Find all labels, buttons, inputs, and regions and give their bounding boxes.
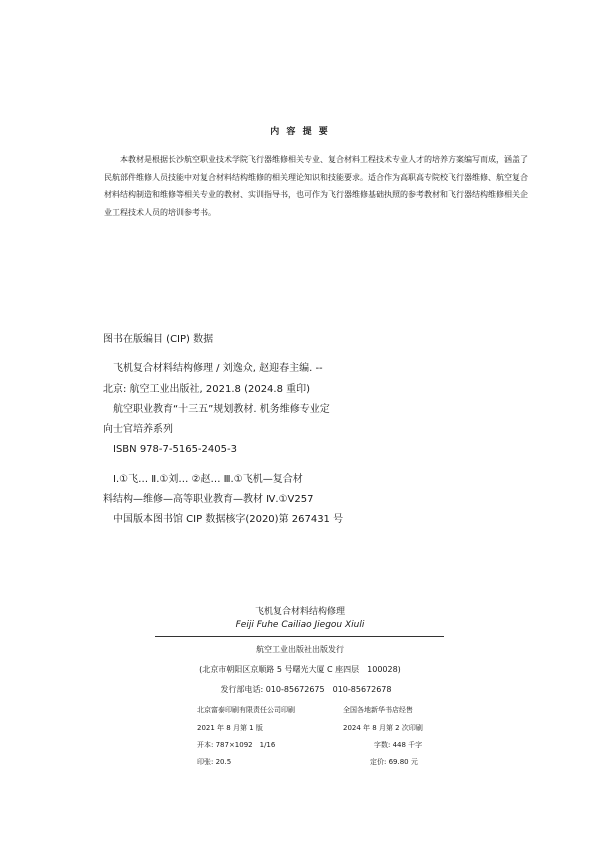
publisher-phone: 发行部电话: 010-85672675 010-85672678 — [220, 685, 392, 694]
cip-line-classification: Ⅰ.①飞… Ⅱ.①刘… ②赵… Ⅲ.①飞机—复合材 — [113, 473, 303, 485]
cip-line-publisher: 北京: 航空工业出版社, 2021.8 (2024.8 重印) — [103, 383, 311, 395]
publisher-line: 航空工业出版社出版发行 — [256, 645, 344, 654]
word-count: 字数: 448 千字 — [374, 741, 423, 749]
reprint: 2024 年 8 月第 2 次印刷 — [343, 724, 423, 732]
distributor: 全国各地新华书店经售 — [343, 706, 413, 714]
cip-line-series: 航空职业教育“十三五”规划教材. 机务维修专业定 — [113, 403, 330, 415]
first-edition: 2021 年 8 月第 1 版 — [197, 724, 263, 732]
colophon-title: 飞机复合材料结构修理 — [254, 607, 345, 617]
price: 定价: 69.80 元 — [370, 758, 418, 766]
cip-line-classification-cont: 料结构—维修—高等职业教育—教材 Ⅳ.①V257 — [103, 494, 314, 506]
cip-line-isbn: ISBN 978-7-5165-2405-3 — [113, 444, 237, 456]
cip-line-title: 飞机复合材料结构修理 / 刘逸众, 赵迎春主编. -- — [113, 363, 323, 375]
colophon-pinyin: Feiji Fuhe Cailiao Jiegou Xiuli — [235, 620, 365, 630]
colophon-divider — [155, 636, 444, 637]
publisher-address: (北京市朝阳区京顺路 5 号曙光大厦 C 座四层 100028) — [199, 665, 401, 674]
cip-line-library: 中国版本图书馆 CIP 数据核字(2020)第 267431 号 — [113, 514, 344, 526]
summary-text: 本教材是根据长沙航空职业技术学院飞行器维修相关专业、复合材料工程技术专业人才的培养方案编写而成，涵盖了民航部件维修人员技能中对复合材料结构维修的相关理论知识和技能要求。适合作为高职高专院校飞行器维修、航空复合材料结构制造和维修等相关专业的教材、实训指导书，也可作为飞行器维修基础执照的参考教材和飞行器结构维修相关企业工程技术人员的培训参考书。 — [104, 155, 528, 217]
cip-heading: 图书在版编目 (CIP) 数据 — [103, 334, 214, 345]
cip-line-series-cont: 向士官培养系列 — [103, 424, 173, 436]
printer: 北京富泰印刷有限责任公司印刷 — [197, 706, 295, 714]
cip-block — [103, 330, 403, 531]
book-format: 开本: 787×1092 1/16 — [197, 741, 276, 749]
summary-heading: 内 容 提 要 — [270, 127, 330, 137]
print-sheets: 印张: 20.5 — [197, 758, 232, 766]
